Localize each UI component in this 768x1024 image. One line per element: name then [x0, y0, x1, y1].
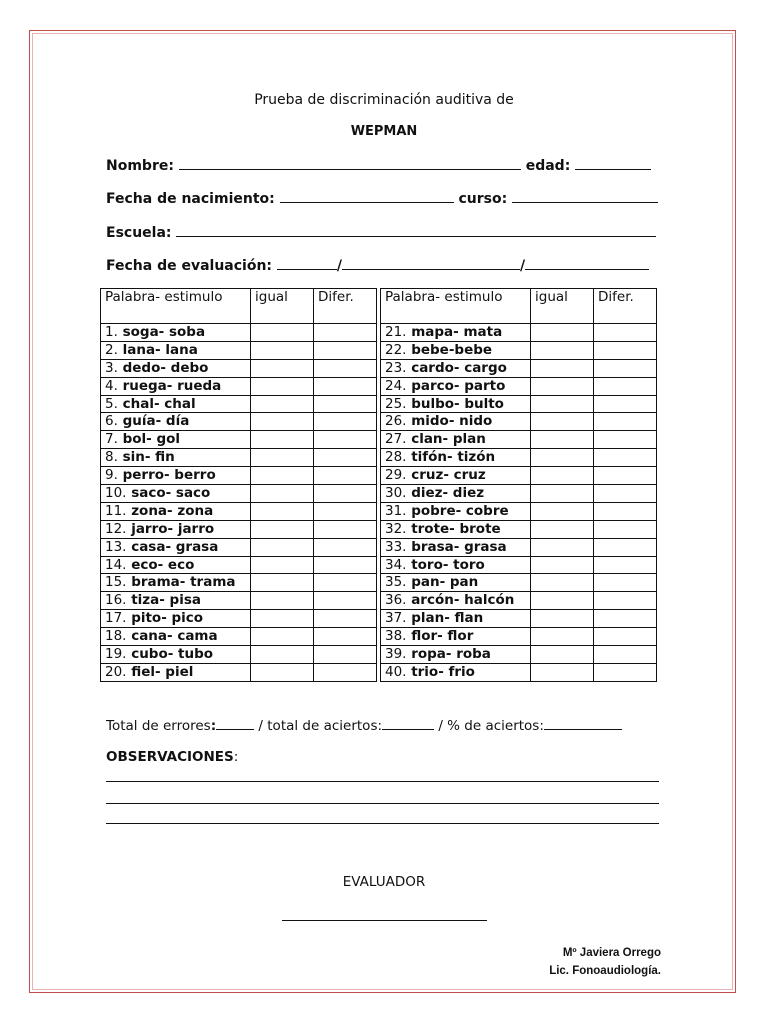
table-row — [101, 485, 377, 503]
table-row — [101, 592, 377, 610]
fecha-month-blank[interactable] — [342, 257, 520, 270]
word-pair-cell — [101, 431, 251, 449]
word-pair: flor- flor — [411, 628, 474, 645]
difer-cell[interactable] — [594, 610, 657, 628]
difer-cell[interactable] — [594, 395, 657, 413]
item-number: 18. — [105, 628, 127, 645]
word-pair: cubo- tubo — [131, 646, 214, 663]
difer-cell[interactable] — [594, 520, 657, 538]
item-number: 12. — [105, 520, 127, 537]
table-row — [381, 646, 657, 664]
item-number: 33. — [385, 538, 407, 555]
date-slash-1: / — [336, 258, 343, 274]
word-pair-cell — [101, 538, 251, 556]
date-slash-2: / — [520, 258, 526, 274]
total-errores-label: Total de errores — [106, 718, 211, 734]
igual-cell[interactable] — [251, 646, 314, 664]
table-row — [101, 377, 377, 395]
difer-cell[interactable] — [314, 646, 377, 664]
word-pair: sin- fin — [122, 449, 175, 466]
curso-label: curso: — [458, 191, 508, 207]
word-pairs-tables — [100, 288, 657, 682]
word-pair: diez- diez — [411, 485, 485, 502]
item-number: 3. — [105, 359, 118, 376]
word-pair: ropa- roba — [411, 646, 491, 663]
difer-cell[interactable] — [314, 628, 377, 646]
difer-cell[interactable] — [314, 485, 377, 503]
word-pair: saco- saco — [131, 485, 211, 502]
item-number: 24. — [385, 377, 407, 394]
table-row — [101, 538, 377, 556]
name-age-row — [106, 157, 658, 174]
word-pair-cell — [381, 467, 531, 485]
word-pair: parco- parto — [411, 377, 506, 394]
word-pair: guía- día — [122, 413, 190, 430]
table-row — [381, 341, 657, 359]
igual-cell[interactable] — [531, 538, 594, 556]
item-number: 13. — [105, 538, 127, 555]
word-pair: arcón- halcón — [411, 592, 515, 609]
author-name: Mº Javiera Orrego — [562, 947, 661, 959]
igual-cell[interactable] — [531, 431, 594, 449]
word-pair-cell — [101, 324, 251, 342]
word-pair-cell — [381, 520, 531, 538]
igual-cell[interactable] — [251, 520, 314, 538]
difer-cell[interactable] — [594, 592, 657, 610]
fecha-year-blank[interactable] — [525, 257, 649, 270]
word-pair-cell — [101, 628, 251, 646]
word-pair: plan- flan — [411, 610, 484, 627]
edad-blank[interactable] — [575, 157, 651, 170]
difer-cell[interactable] — [314, 395, 377, 413]
difer-cell[interactable] — [594, 341, 657, 359]
word-pair-cell — [381, 574, 531, 592]
difer-cell[interactable] — [314, 610, 377, 628]
table-row — [381, 502, 657, 520]
difer-cell[interactable] — [594, 502, 657, 520]
table-row — [381, 574, 657, 592]
totals-row — [106, 717, 622, 734]
table-row — [381, 377, 657, 395]
word-pair: bulbo- bulto — [411, 395, 504, 412]
word-pair: mapa- mata — [411, 324, 503, 340]
item-number: 11. — [105, 502, 127, 519]
word-pair: trote- brote — [411, 520, 501, 537]
word-pair: brama- trama — [131, 574, 236, 591]
table-row — [381, 628, 657, 646]
table-row — [381, 538, 657, 556]
igual-cell[interactable] — [531, 592, 594, 610]
header-palabra: Palabra- estimulo — [381, 289, 531, 324]
word-pair: brasa- grasa — [411, 538, 507, 555]
item-number: 32. — [385, 520, 407, 537]
table-row — [101, 556, 377, 574]
word-pair: lana- lana — [122, 341, 198, 358]
header-igual: igual — [251, 289, 314, 324]
item-number: 5. — [105, 395, 118, 412]
item-number: 25. — [385, 395, 407, 412]
difer-cell[interactable] — [594, 377, 657, 395]
item-number: 1. — [105, 324, 118, 340]
observaciones-line-1[interactable] — [106, 781, 659, 782]
total-aciertos-label: / total de aciertos: — [258, 718, 383, 734]
word-table-right — [380, 288, 657, 682]
igual-cell[interactable] — [251, 341, 314, 359]
word-pair-cell — [381, 395, 531, 413]
table-row — [381, 592, 657, 610]
item-number: 36. — [385, 592, 407, 609]
word-pair: chal- chal — [122, 395, 196, 412]
igual-cell[interactable] — [251, 413, 314, 431]
word-pair-cell — [101, 449, 251, 467]
observaciones-label: OBSERVACIONES — [106, 749, 234, 765]
word-pair: mido- nido — [411, 413, 493, 430]
difer-cell[interactable] — [594, 324, 657, 342]
igual-cell[interactable] — [251, 610, 314, 628]
document-subtitle: WEPMAN — [350, 124, 418, 139]
word-pair: pan- pan — [411, 574, 479, 591]
item-number: 17. — [105, 610, 127, 627]
header-igual: igual — [531, 289, 594, 324]
igual-cell[interactable] — [251, 377, 314, 395]
header-palabra: Palabra- estimulo — [101, 289, 251, 324]
igual-cell[interactable] — [531, 449, 594, 467]
word-pair-cell — [381, 359, 531, 377]
igual-cell[interactable] — [251, 592, 314, 610]
edad-label: edad: — [525, 158, 571, 174]
word-pair-cell — [381, 377, 531, 395]
author-credit — [549, 944, 661, 980]
word-pair: tiza- pisa — [131, 592, 201, 609]
difer-cell[interactable] — [594, 574, 657, 592]
evaluador-label: EVALUADOR — [342, 874, 426, 890]
difer-cell[interactable] — [314, 574, 377, 592]
difer-cell[interactable] — [314, 449, 377, 467]
item-number: 8. — [105, 449, 118, 466]
word-pair-cell — [381, 502, 531, 520]
item-number: 20. — [105, 663, 127, 680]
word-pair-cell — [101, 556, 251, 574]
word-pair-cell — [101, 646, 251, 664]
table-row — [101, 413, 377, 431]
table-row — [101, 646, 377, 664]
word-pair: bebe-bebe — [411, 341, 493, 358]
word-pair: zona- zona — [131, 502, 214, 519]
word-pair-cell — [381, 413, 531, 431]
table-row — [101, 574, 377, 592]
igual-cell[interactable] — [531, 663, 594, 681]
fecha-nacimiento-blank[interactable] — [280, 190, 454, 203]
item-number: 26. — [385, 413, 407, 430]
igual-cell[interactable] — [251, 502, 314, 520]
table-row — [101, 663, 377, 681]
difer-cell[interactable] — [314, 359, 377, 377]
word-pair-cell — [381, 592, 531, 610]
word-pair: pobre- cobre — [411, 502, 509, 519]
word-pair: cana- cama — [131, 628, 218, 645]
word-pair: ruega- rueda — [122, 377, 222, 394]
word-pair-cell — [101, 520, 251, 538]
word-pair-cell — [101, 485, 251, 503]
word-pair-cell — [381, 341, 531, 359]
word-pair: pito- pico — [131, 610, 204, 627]
item-number: 19. — [105, 646, 127, 663]
igual-cell[interactable] — [531, 556, 594, 574]
difer-cell[interactable] — [594, 449, 657, 467]
difer-cell[interactable] — [314, 556, 377, 574]
evaluation-date-row — [106, 257, 658, 274]
word-pair-cell — [101, 467, 251, 485]
difer-cell[interactable] — [314, 377, 377, 395]
total-errores-colon: : — [210, 718, 217, 734]
word-pair: bol- gol — [122, 431, 181, 448]
igual-cell[interactable] — [251, 324, 314, 342]
word-pair-cell — [101, 359, 251, 377]
word-pair: clan- plan — [411, 431, 486, 448]
igual-cell[interactable] — [531, 628, 594, 646]
birth-course-row — [106, 190, 658, 207]
item-number: 34. — [385, 556, 407, 573]
difer-cell[interactable] — [594, 538, 657, 556]
item-number: 31. — [385, 502, 407, 519]
igual-cell[interactable] — [531, 324, 594, 342]
igual-cell[interactable] — [251, 538, 314, 556]
evaluador-signature-line[interactable] — [282, 920, 487, 921]
table-row — [101, 359, 377, 377]
table-row — [101, 431, 377, 449]
word-pair-cell — [381, 538, 531, 556]
difer-cell[interactable] — [314, 413, 377, 431]
igual-cell[interactable] — [531, 485, 594, 503]
table-row — [381, 485, 657, 503]
igual-cell[interactable] — [531, 520, 594, 538]
word-pair: perro- berro — [122, 467, 216, 484]
word-pair-cell — [101, 592, 251, 610]
igual-cell[interactable] — [531, 502, 594, 520]
word-pair-cell — [381, 628, 531, 646]
table-row — [101, 628, 377, 646]
word-pair: tifón- tizón — [411, 449, 496, 466]
difer-cell[interactable] — [314, 538, 377, 556]
item-number: 23. — [385, 359, 407, 376]
difer-cell[interactable] — [314, 502, 377, 520]
word-pair-cell — [381, 556, 531, 574]
word-pair: toro- toro — [411, 556, 485, 573]
table-row — [381, 663, 657, 681]
word-pair: dedo- debo — [122, 359, 209, 376]
igual-cell[interactable] — [531, 413, 594, 431]
difer-cell[interactable] — [594, 556, 657, 574]
igual-cell[interactable] — [531, 377, 594, 395]
table-row — [101, 520, 377, 538]
document-title: Prueba de discriminación auditiva de — [254, 92, 514, 108]
word-pair-cell — [381, 485, 531, 503]
item-number: 28. — [385, 449, 407, 466]
table-row — [101, 324, 377, 342]
difer-cell[interactable] — [314, 663, 377, 681]
igual-cell[interactable] — [251, 359, 314, 377]
school-row — [106, 224, 658, 241]
difer-cell[interactable] — [314, 324, 377, 342]
escuela-label: Escuela: — [106, 225, 172, 241]
table-row — [101, 341, 377, 359]
igual-cell[interactable] — [531, 574, 594, 592]
header-difer: Difer. — [594, 289, 657, 324]
igual-cell[interactable] — [531, 610, 594, 628]
word-pair-cell — [101, 377, 251, 395]
item-number: 15. — [105, 574, 127, 591]
table-row — [381, 431, 657, 449]
difer-cell[interactable] — [314, 520, 377, 538]
word-pair: casa- grasa — [131, 538, 219, 555]
table-row — [381, 413, 657, 431]
word-pair-cell — [101, 663, 251, 681]
table-row — [381, 610, 657, 628]
item-number: 35. — [385, 574, 407, 591]
item-number: 7. — [105, 431, 118, 448]
item-number: 6. — [105, 413, 118, 430]
word-pair-cell — [381, 610, 531, 628]
difer-cell[interactable] — [594, 663, 657, 681]
word-pair-cell — [381, 449, 531, 467]
item-number: 22. — [385, 341, 407, 358]
word-pair-cell — [101, 574, 251, 592]
igual-cell[interactable] — [531, 646, 594, 664]
item-number: 16. — [105, 592, 127, 609]
fecha-nacimiento-label: Fecha de nacimiento: — [106, 191, 275, 207]
table-row — [101, 449, 377, 467]
fecha-day-blank[interactable] — [277, 257, 337, 270]
item-number: 40. — [385, 663, 407, 680]
item-number: 2. — [105, 341, 118, 358]
table-row — [101, 395, 377, 413]
item-number: 27. — [385, 431, 407, 448]
difer-cell[interactable] — [314, 341, 377, 359]
igual-cell[interactable] — [251, 628, 314, 646]
item-number: 39. — [385, 646, 407, 663]
item-number: 21. — [385, 324, 407, 340]
item-number: 29. — [385, 467, 407, 484]
igual-cell[interactable] — [251, 467, 314, 485]
word-pair: cruz- cruz — [411, 467, 486, 484]
difer-cell[interactable] — [594, 413, 657, 431]
table-row — [381, 520, 657, 538]
word-pair: cardo- cargo — [411, 359, 507, 376]
header-difer: Difer. — [314, 289, 377, 324]
fecha-evaluacion-label: Fecha de evaluación: — [106, 258, 273, 274]
total-errores-blank[interactable] — [216, 717, 254, 730]
porcentaje-aciertos-label: / % de aciertos: — [438, 718, 544, 734]
table-row — [101, 610, 377, 628]
word-table-left — [100, 288, 377, 682]
item-number: 10. — [105, 485, 127, 502]
table-row — [381, 467, 657, 485]
difer-cell[interactable] — [594, 359, 657, 377]
author-title: Lic. Fonoaudiología. — [549, 965, 661, 977]
difer-cell[interactable] — [594, 485, 657, 503]
word-pair: soga- soba — [122, 324, 206, 340]
difer-cell[interactable] — [594, 431, 657, 449]
word-pair: trio- frio — [411, 663, 475, 680]
table-row — [101, 467, 377, 485]
word-pair-cell — [381, 646, 531, 664]
difer-cell[interactable] — [314, 431, 377, 449]
item-number: 30. — [385, 485, 407, 502]
nombre-blank[interactable] — [179, 157, 521, 170]
word-pair-cell — [101, 502, 251, 520]
igual-cell[interactable] — [531, 395, 594, 413]
table-row — [381, 395, 657, 413]
word-pair-cell — [101, 341, 251, 359]
igual-cell[interactable] — [251, 449, 314, 467]
difer-cell[interactable] — [594, 467, 657, 485]
item-number: 14. — [105, 556, 127, 573]
observaciones-line-3[interactable] — [106, 823, 659, 824]
table-row — [381, 324, 657, 342]
table-row — [101, 502, 377, 520]
difer-cell[interactable] — [594, 646, 657, 664]
difer-cell[interactable] — [594, 628, 657, 646]
table-row — [381, 359, 657, 377]
word-pair-cell — [381, 663, 531, 681]
word-pair: fiel- piel — [131, 663, 194, 680]
difer-cell[interactable] — [314, 592, 377, 610]
igual-cell[interactable] — [531, 359, 594, 377]
escuela-blank[interactable] — [176, 224, 656, 237]
porcentaje-aciertos-blank[interactable] — [544, 717, 622, 730]
word-pair-cell — [381, 431, 531, 449]
item-number: 38. — [385, 628, 407, 645]
word-pair-cell — [101, 395, 251, 413]
igual-cell[interactable] — [251, 395, 314, 413]
observaciones-line-2[interactable] — [106, 803, 659, 804]
word-pair: eco- eco — [131, 556, 195, 573]
word-pair: jarro- jarro — [131, 520, 215, 537]
word-pair-cell — [381, 324, 531, 342]
igual-cell[interactable] — [251, 431, 314, 449]
item-number: 4. — [105, 377, 118, 394]
igual-cell[interactable] — [531, 467, 594, 485]
table-row — [381, 556, 657, 574]
difer-cell[interactable] — [314, 467, 377, 485]
total-aciertos-blank[interactable] — [382, 717, 434, 730]
table-row — [381, 449, 657, 467]
nombre-label: Nombre: — [106, 158, 174, 174]
igual-cell[interactable] — [251, 574, 314, 592]
word-pair-cell — [101, 413, 251, 431]
igual-cell[interactable] — [251, 663, 314, 681]
observaciones-heading: OBSERVACIONES: — [106, 749, 239, 765]
igual-cell[interactable] — [251, 556, 314, 574]
item-number: 37. — [385, 610, 407, 627]
igual-cell[interactable] — [251, 485, 314, 503]
curso-blank[interactable] — [512, 190, 658, 203]
igual-cell[interactable] — [531, 341, 594, 359]
word-pair-cell — [101, 610, 251, 628]
item-number: 9. — [105, 467, 118, 484]
